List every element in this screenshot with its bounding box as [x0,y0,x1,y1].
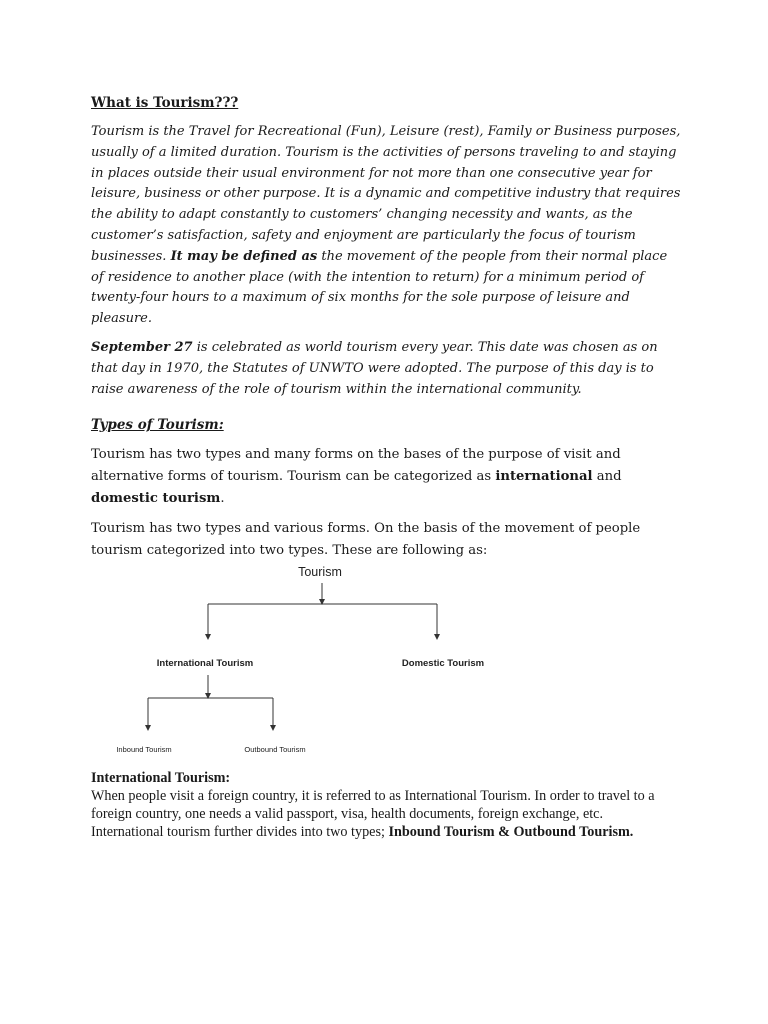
definition-text: Tourism is the Travel for Recreational (Fun), Leisure (rest), Family or Business purposes, usually of a limited duration. Tourism is the activities of persons traveling to and staying in places outside their usual environment for not more than one consecutive year for leisure, business or other purpose. It is a dynamic and competitive industry that requires the ability to adapt constantly to customers’ changing necessity and wants, as the customer’s satisfaction, safety and enjoyment are particularly the focus of tourism businesses. [91,124,681,264]
tourism-types-diagram [100,555,520,760]
types-text-and: and [592,469,622,485]
para2-text: International tourism further divides into two types; [91,824,389,840]
diagram-international-label: International Tourism [156,658,254,669]
international-tourism-para2 [91,823,691,841]
page-title: What is Tourism??? [91,95,239,111]
types-paragraph-1 [91,444,683,510]
diagram-root-label: Tourism [298,565,342,579]
diagram-domestic-label: Domestic Tourism [401,658,485,669]
domestic-emphasis: domestic tourism [91,491,221,507]
definition-text-continued: the movement of the people from their normal place of residence to another place (with the intention to return) for a minimum period of twenty-four hours to a maximum of six months for the sole purpose of leisure and pleasure. [91,248,668,327]
international-tourism-section [91,769,691,841]
international-tourism-title: International Tourism: [91,770,231,786]
international-tourism-para1: When people visit a foreign country, it is referred to as International Tourism. In order to travel to a foreign country, one needs a valid passport, visa, health documents, foreign exchange, etc. [91,788,655,822]
date-emphasis: September 27 [91,339,193,355]
types-text-end: . [220,491,225,507]
types-paragraph-2: Tourism has two types and various forms. On the basis of the movement of people tourism categorized into two types. These are following as: [91,521,641,559]
diagram-inbound-label: Inbound Tourism [116,745,172,754]
world-tourism-day-text: is celebrated as world tourism every year. This date was chosen as on that day in 1970, the Statutes of UNWTO were adopted. The purpose of this day is to raise awareness of the role of tourism within the international community. [91,339,658,397]
world-tourism-day [91,338,683,400]
definition-emphasis: It may be defined as [170,248,318,264]
tourism-definition [91,122,683,330]
types-text: Tourism has two types and many forms on the bases of the purpose of visit and alternative forms of tourism. Tourism can be categorized as [91,447,621,485]
types-heading: Types of Tourism: [91,417,224,434]
para2-emphasis: Inbound Tourism & Outbound Tourism. [388,824,634,840]
document-body [91,93,683,570]
diagram-outbound-label: Outbound Tourism [244,745,306,754]
international-emphasis: international [495,469,593,485]
